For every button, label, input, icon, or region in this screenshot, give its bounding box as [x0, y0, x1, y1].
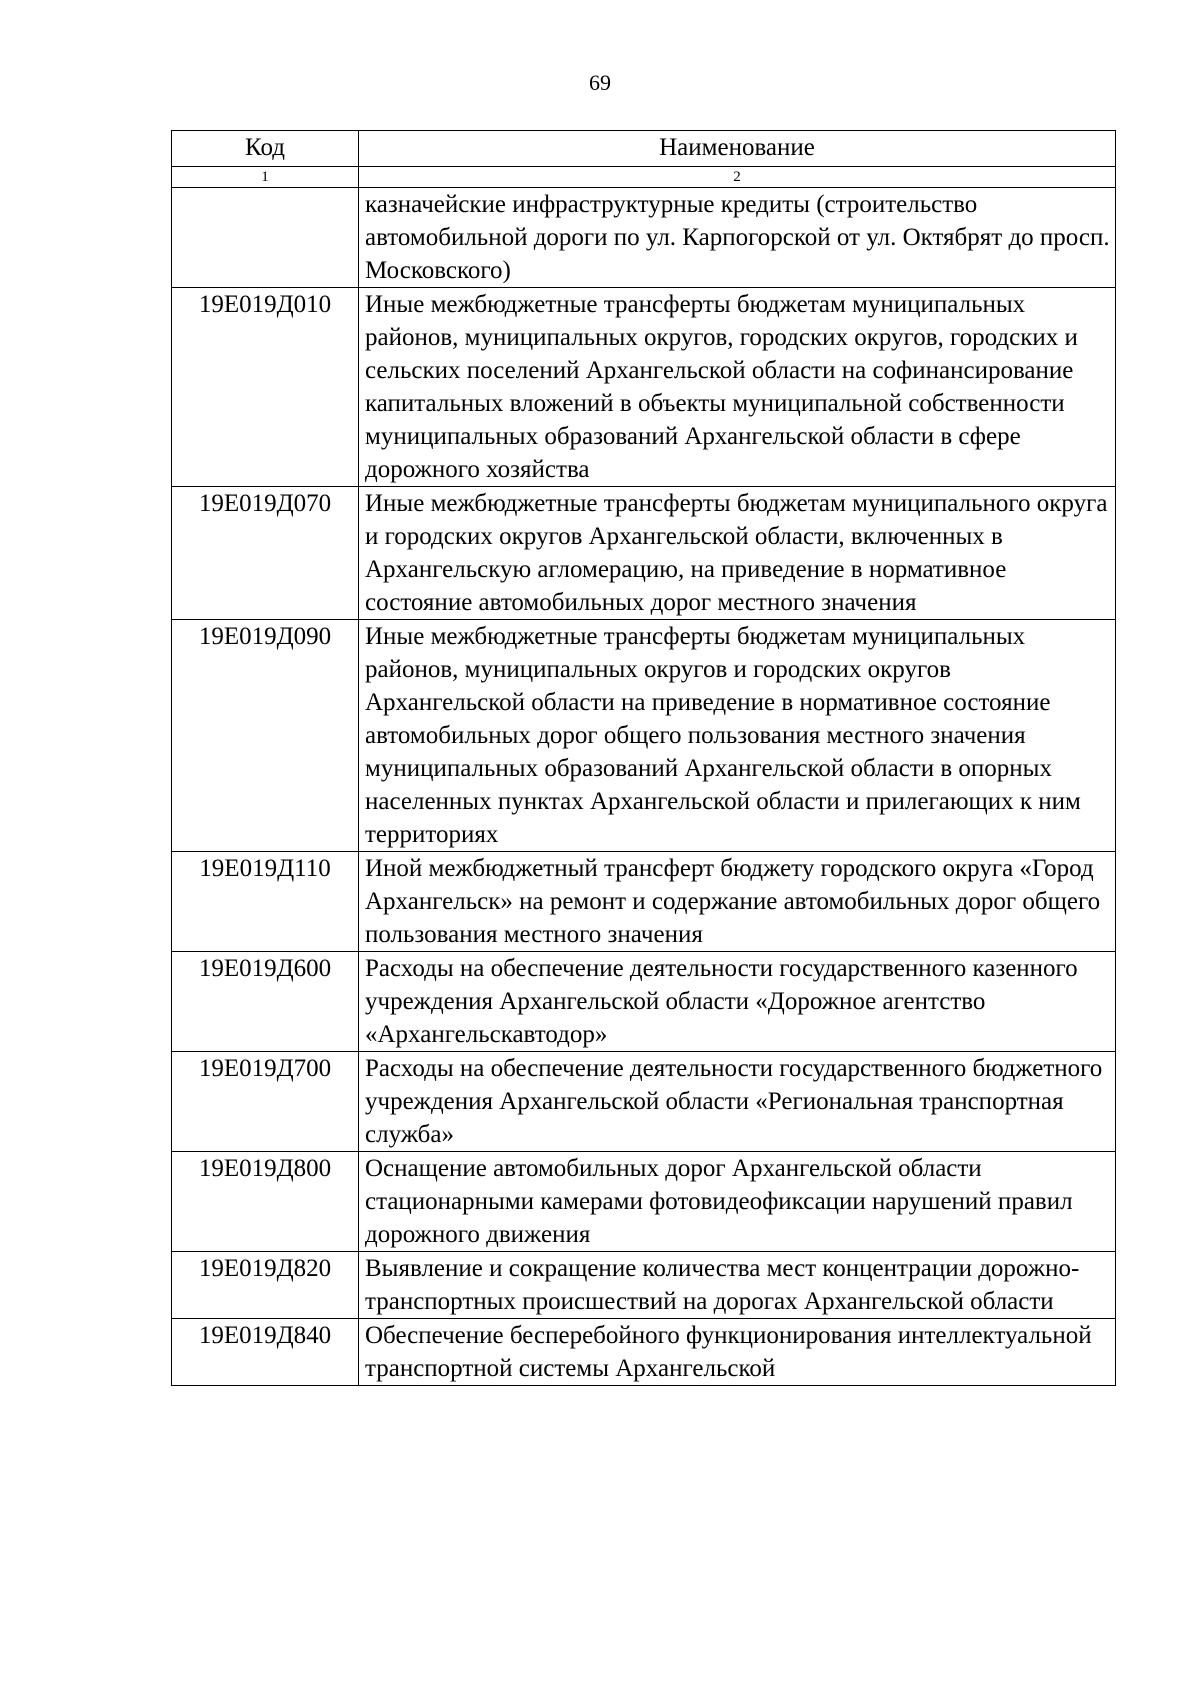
row-name: Иной межбюджетный трансферт бюджету городского округа «Город Архангельск» на ремонт и содержание автомобильных дорог общего пользования местного значения — [359, 852, 1116, 952]
table-row — [172, 852, 1116, 952]
row-code: 19Е019Д010 — [172, 288, 359, 487]
row-name: Иные межбюджетные трансферты бюджетам муниципальных районов, муниципальных округов, городских округов, городских и сельских поселений Архангельской области на софинансирование капитальных вложений в объекты муниципальной собственности муниципальных образований Архангельской области в сфере дорожного хозяйства — [359, 288, 1116, 487]
table-row — [172, 487, 1116, 620]
table-row — [172, 1319, 1116, 1386]
row-name: Иные межбюджетные трансферты бюджетам муниципальных районов, муниципальных округов и городских округов Архангельской области на приведение в нормативное состояние автомобильных дорог общего пользования местного значения муниципальных образований Архангельской области в опорных населенных пунктах Архангельской области и прилегающих к ним территориях — [359, 620, 1116, 852]
column-number-code: 1 — [172, 167, 359, 188]
row-name: Иные межбюджетные трансферты бюджетам муниципального округа и городских округов Архангельской области, включенных в Архангельскую агломерацию, на приведение в нормативное состояние автомобильных дорог местного значения — [359, 487, 1116, 620]
row-code: 19Е019Д070 — [172, 487, 359, 620]
table-row — [172, 952, 1116, 1052]
row-code — [172, 188, 359, 288]
page-number: 69 — [589, 70, 611, 95]
row-name: Расходы на обеспечение деятельности государственного казенного учреждения Архангельской области «Дорожное агентство «Архангельскавтодор» — [359, 952, 1116, 1052]
row-name: Обеспечение бесперебойного функционирования интеллектуальной транспортной системы Архангельской — [359, 1319, 1116, 1386]
table-header-row — [172, 131, 1116, 167]
row-name: Оснащение автомобильных дорог Архангельской области стационарными камерами фотовидеофиксации нарушений правил дорожного движения — [359, 1152, 1116, 1252]
table-row — [172, 1252, 1116, 1319]
row-code: 19Е019Д110 — [172, 852, 359, 952]
table-row — [172, 620, 1116, 852]
table-row — [172, 1052, 1116, 1152]
row-code: 19Е019Д820 — [172, 1252, 359, 1319]
row-code: 19Е019Д090 — [172, 620, 359, 852]
row-code: 19Е019Д800 — [172, 1152, 359, 1252]
table-row — [172, 188, 1116, 288]
column-number-row — [172, 167, 1116, 188]
budget-code-table — [171, 130, 1116, 1386]
table-row — [172, 288, 1116, 487]
row-name: Выявление и сокращение количества мест концентрации дорожно-транспортных происшествий на дорогах Архангельской области — [359, 1252, 1116, 1319]
header-code: Код — [172, 131, 359, 167]
row-name: Расходы на обеспечение деятельности государственного бюджетного учреждения Архангельской области «Региональная транспортная служба» — [359, 1052, 1116, 1152]
row-name: казначейские инфраструктурные кредиты (строительство автомобильной дороги по ул. Карпогорской от ул. Октябрят до просп. Московского) — [359, 188, 1116, 288]
row-code: 19Е019Д600 — [172, 952, 359, 1052]
header-name: Наименование — [359, 131, 1116, 167]
table-row — [172, 1152, 1116, 1252]
row-code: 19Е019Д840 — [172, 1319, 359, 1386]
row-code: 19Е019Д700 — [172, 1052, 359, 1152]
column-number-name: 2 — [359, 167, 1116, 188]
